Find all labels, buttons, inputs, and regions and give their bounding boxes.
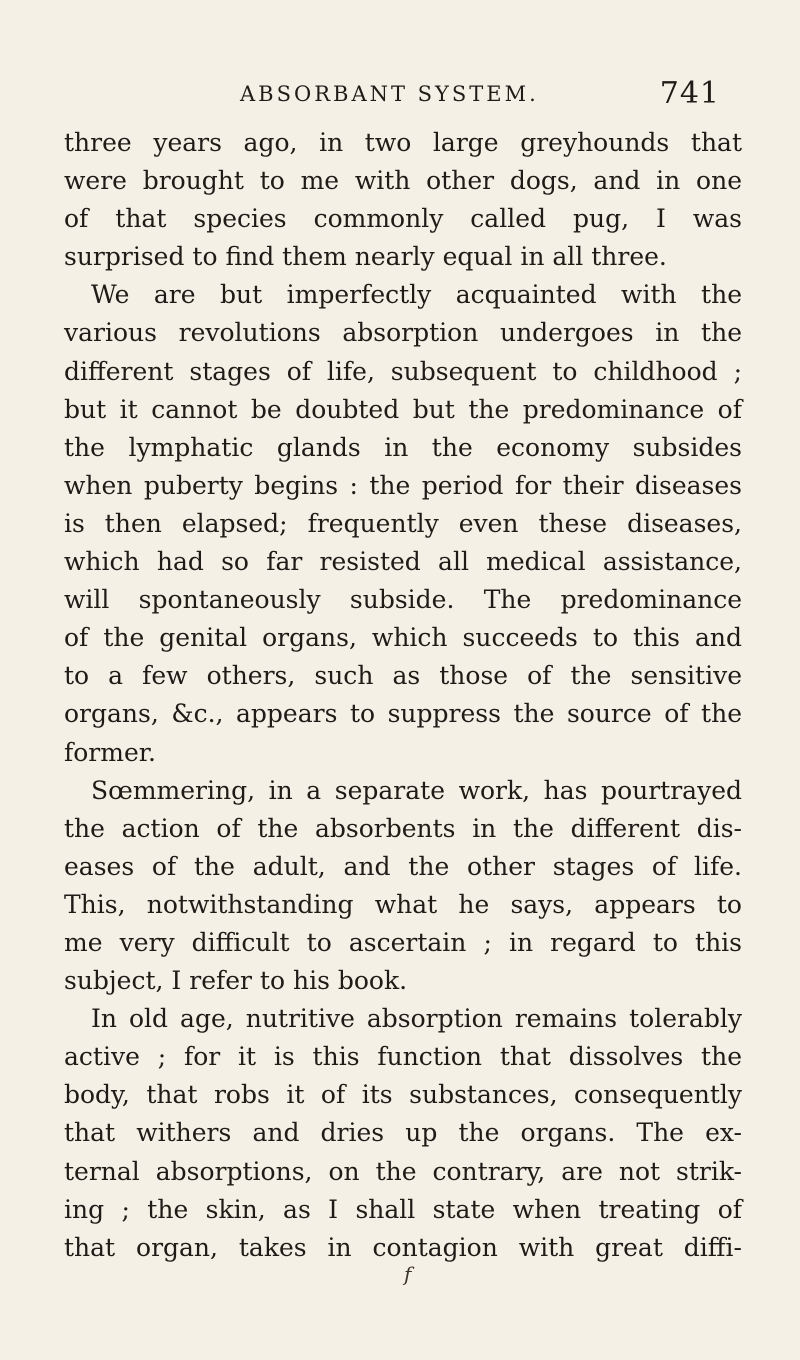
paragraph-start-line: We are but imperfectly acquainted with the: [91, 280, 742, 310]
paragraph-start-line: In old age, nutritive absorption remains tolerably: [91, 1004, 742, 1034]
text-line: ternal absorptions, on the contrary, are not strik-: [64, 1156, 742, 1186]
text-line: to a few others, such as those of the sensitive: [64, 661, 742, 691]
text-line: me very difficult to ascertain ; in regard to this: [64, 927, 742, 957]
text-line: This, notwithstanding what he says, appears to: [64, 889, 742, 919]
text-line: were brought to me with other dogs, and in one: [64, 166, 742, 196]
text-line: is then elapsed; frequently even these diseases,: [64, 508, 742, 538]
text-line: will spontaneously subside. The predominance: [64, 585, 742, 615]
signature-mark: f: [404, 1262, 412, 1286]
text-line: subject, I refer to his book.: [64, 966, 408, 996]
running-head: [240, 76, 720, 116]
text-line: various revolutions absorption undergoes in the: [64, 318, 742, 348]
text-line: the lymphatic glands in the economy subsides: [64, 432, 742, 462]
text-line: of that species commonly called pug, I was: [64, 204, 742, 234]
text-line: that organ, takes in contagion with great diffi-: [64, 1232, 742, 1262]
text-line: which had so far resisted all medical assistance,: [64, 547, 742, 577]
text-line: eases of the adult, and the other stages of life.: [64, 851, 742, 881]
text-line: body, that robs it of its substances, consequently: [64, 1080, 742, 1110]
text-line: ing ; the skin, as I shall state when treating of: [64, 1194, 742, 1224]
text-line: surprised to find them nearly equal in all three.: [64, 242, 667, 272]
text-line: but it cannot be doubted but the predominance of: [64, 394, 742, 424]
page-number: 741: [659, 76, 720, 111]
text-line: of the genital organs, which succeeds to this and: [64, 623, 742, 653]
text-line: the action of the absorbents in the different dis-: [64, 813, 742, 843]
text-line: former.: [64, 737, 156, 767]
running-head-title: ABSORBANT SYSTEM.: [240, 82, 539, 106]
text-line: organs, &c., appears to suppress the source of the: [64, 699, 742, 729]
body-text: [64, 124, 742, 1267]
paragraph-start-line: Sœmmering, in a separate work, has pourtrayed: [91, 775, 742, 805]
text-line: when puberty begins : the period for their diseases: [64, 470, 742, 500]
text-line: active ; for it is this function that dissolves the: [64, 1042, 742, 1072]
text-line: different stages of life, subsequent to childhood ;: [64, 356, 742, 386]
text-line: three years ago, in two large greyhounds that: [64, 128, 742, 157]
text-line: that withers and dries up the organs. The ex-: [64, 1118, 742, 1148]
